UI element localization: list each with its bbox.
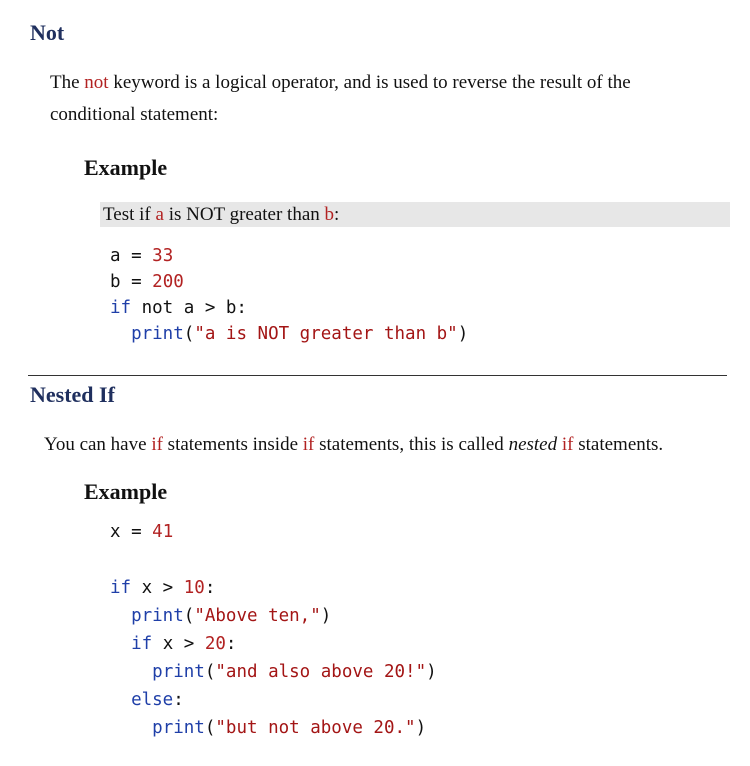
code-line-blank	[110, 546, 437, 574]
nested-description: You can have if statements inside if statements, this is called nested if statements.	[44, 434, 664, 455]
nested-emphasis: nested	[508, 434, 558, 455]
code-line: print("but not above 20.")	[152, 718, 427, 738]
keyword-if: if	[561, 434, 574, 455]
code-line: print("a is NOT greater than b")	[131, 324, 469, 344]
not-description-line-2: conditional statement:	[50, 104, 219, 125]
section-divider	[28, 375, 727, 376]
code-block-nested	[110, 518, 437, 742]
section-heading-nested-if: Nested If	[30, 382, 115, 407]
code-line: b = 200	[110, 272, 184, 292]
not-description-line-1: The not keyword is a logical operator, and is used to reverse the result of the	[50, 72, 631, 93]
code-line: x = 41	[110, 522, 174, 542]
code-line: print("and also above 20!")	[152, 662, 437, 682]
code-line: a = 33	[110, 246, 174, 266]
var-a-highlight: a	[155, 204, 164, 225]
section-heading-not: Not	[30, 20, 65, 45]
code-line: if not a > b:	[110, 298, 247, 318]
code-line: print("Above ten,")	[131, 606, 332, 626]
example-heading-not: Example	[84, 155, 168, 180]
keyword-not: not	[84, 72, 109, 93]
code-line: if x > 20:	[131, 634, 237, 654]
example-note: Test if a is NOT greater than b:	[100, 202, 730, 227]
not-description	[50, 67, 740, 131]
var-b-highlight: b	[324, 204, 335, 225]
code-line: if x > 10:	[110, 578, 216, 598]
code-line: else:	[131, 690, 184, 710]
example-heading-nested: Example	[84, 479, 168, 504]
keyword-if: if	[151, 434, 163, 455]
keyword-if: if	[302, 434, 315, 455]
code-block-not	[110, 243, 468, 347]
